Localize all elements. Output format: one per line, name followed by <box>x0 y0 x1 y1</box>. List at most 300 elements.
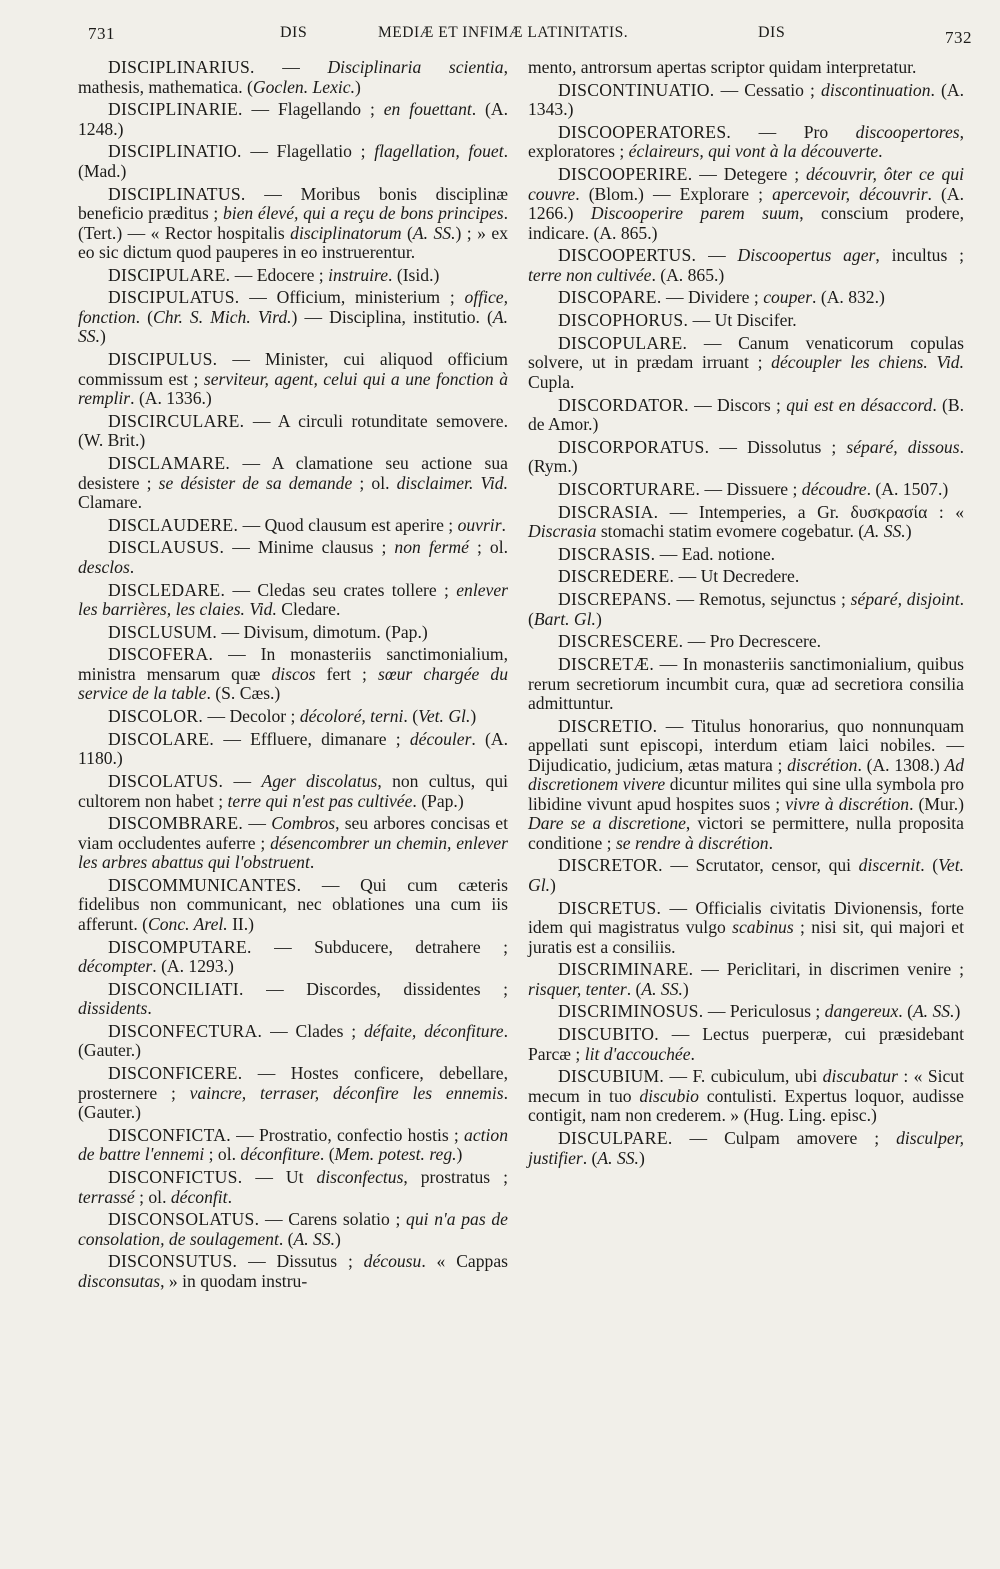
entry-text: . (Mad.) <box>78 141 508 181</box>
entry-italic-text: A. SS. <box>597 1147 639 1168</box>
entry-headword: DISCUBIUM. <box>558 1066 665 1087</box>
entry-italic-text: découler <box>409 728 472 749</box>
entry-text: — Clades ; <box>262 1020 364 1041</box>
dictionary-entry <box>78 1210 508 1249</box>
entry-headword: DISCONTINUATIO. <box>558 79 715 100</box>
entry-headword: DISCOOPERIRE. <box>558 164 693 185</box>
entry-text: . <box>768 832 773 853</box>
entry-headword: DISCOOPERATORES. <box>558 121 732 142</box>
dictionary-entry <box>78 730 508 769</box>
entry-headword: DISCOMPUTARE. <box>108 936 252 957</box>
dictionary-entry <box>528 58 964 78</box>
dictionary-entry <box>78 876 508 935</box>
entry-text: — Ead. notione. <box>655 543 776 564</box>
page-number-right: 732 <box>945 28 972 47</box>
entry-headword: DISCUBITO. <box>558 1024 659 1045</box>
dictionary-entry <box>78 538 508 577</box>
dictionary-entry <box>528 438 964 477</box>
entry-text: . « Cappas <box>421 1251 508 1272</box>
entry-italic-text: discontinuation <box>821 79 931 100</box>
entry-italic-text: discubio <box>639 1085 699 1106</box>
entry-text: . ( <box>528 589 964 629</box>
entry-italic-text: flagellation, fouet <box>374 141 504 162</box>
entry-text: — A clamatione seu actione sua desistere ; <box>78 453 508 493</box>
entry-italic-text: Ager discolatus <box>261 771 378 791</box>
entry-italic-text: découpler les chiens. Vid. <box>771 352 964 373</box>
entry-headword: DISCOMMUNICANTES. <box>108 874 302 895</box>
entry-italic-text: scabinus <box>732 917 794 938</box>
entry-italic-text: disclaimer. Vid. <box>396 472 508 493</box>
entry-text: — Qui cum cæteris fidelibus non communicant, nec oblationes una cum iis afferunt. ( <box>78 874 508 934</box>
dictionary-entry <box>78 1064 508 1123</box>
entry-headword: DISCULPARE. <box>558 1128 673 1148</box>
entry-headword: DISCONSOLATUS. <box>108 1209 260 1230</box>
entry-text: ; ol. <box>352 472 397 493</box>
entry-italic-text: déconfit <box>170 1186 228 1207</box>
dictionary-entry <box>78 980 508 1019</box>
entry-text: — Scrutator, censor, qui <box>662 855 859 876</box>
dictionary-entry <box>528 960 964 999</box>
dictionary-entry <box>528 480 964 500</box>
dictionary-entry <box>78 266 508 286</box>
entry-headword: DISCOFERA. <box>108 644 214 665</box>
entry-italic-text: discubatur <box>822 1066 898 1087</box>
entry-headword: DISCOOPERTUS. <box>558 245 697 266</box>
entry-headword: DISCLEDARE. <box>108 579 226 600</box>
entry-text: , » in quodam instru- <box>160 1270 308 1291</box>
entry-italic-text: dissidents <box>78 998 148 1019</box>
dictionary-entry <box>528 590 964 629</box>
entry-italic-text: office, fonction <box>78 287 508 327</box>
entry-text: . (B. de Amor.) <box>528 394 964 434</box>
entry-text: ) <box>682 978 689 999</box>
entry-italic-text: Vet. Gl. <box>528 855 965 895</box>
entry-headword: DISCLUSUM. <box>108 621 218 642</box>
entry-text: . <box>227 1186 232 1207</box>
entry-headword: DISCORPORATUS. <box>558 436 710 457</box>
entry-headword: DISCIPULUS. <box>108 349 218 370</box>
entry-italic-text: disciplinatorum <box>290 222 402 243</box>
running-headword-left: DIS <box>280 24 308 41</box>
entry-headword: DISCOPULARE. <box>558 332 688 353</box>
entry-italic-text: instruire <box>328 264 389 285</box>
entry-headword: DISCIPULATUS. <box>108 287 240 308</box>
entry-headword: DISCREDERE. <box>558 566 675 587</box>
entry-italic-text: A. SS. <box>293 1228 336 1249</box>
entry-headword: DISCLAMARE. <box>108 453 231 473</box>
entry-italic-text: Disciplinaria scientia <box>327 57 504 77</box>
page-number-left: 731 <box>88 24 115 43</box>
entry-text: — Carens solatio ; <box>259 1209 407 1230</box>
entry-text: — Pro Decrescere. <box>683 631 822 652</box>
entry-headword: DISCONFICERE. <box>108 1063 243 1084</box>
entry-text: — Titulus honorarius, quo nonnunquam appellati sunt episcopi, interdum etiam laici nobiles. — Dijudicatio, judicium, ætas matura ; <box>528 715 964 775</box>
entry-text: . <box>129 556 135 577</box>
dictionary-entry <box>528 899 964 958</box>
entry-italic-text: Vet. Gl. <box>418 706 471 727</box>
entry-text: — Divisum, dimotum. (Pap.) <box>217 621 428 642</box>
entry-headword: DISCORTURARE. <box>558 478 701 499</box>
entry-text: — Periclitari, in discrimen venire ; <box>693 959 964 980</box>
entry-italic-text: discernit <box>858 855 921 876</box>
running-title: MEDIÆ ET INFIMÆ LATINITATIS. <box>378 24 629 41</box>
entry-italic-text: A. SS. <box>864 521 906 542</box>
entry-italic-text: couper <box>763 287 813 308</box>
entry-text: , conscium prodere, indicare. (A. 865.) <box>528 203 965 243</box>
entry-italic-text: A. SS. <box>912 1001 955 1022</box>
entry-text: — Effluere, dimanare ; <box>214 728 410 749</box>
entry-text: — Quod clausum est aperire ; <box>238 514 458 535</box>
dictionary-entry <box>78 1252 508 1291</box>
entry-text: — Officialis civitatis Divionensis, forte idem qui magistratus vulgo <box>528 897 964 938</box>
running-headword-right: DIS <box>758 24 786 41</box>
entry-italic-text: Goclen. Lexic. <box>252 76 356 97</box>
entry-headword: DISCOLARE. <box>108 728 215 749</box>
entry-italic-text: qui est en désaccord <box>786 394 933 415</box>
entry-text: — Pro <box>731 121 856 142</box>
entry-text: . ( <box>319 1144 335 1165</box>
entry-text: . (A. 1507.) <box>866 478 949 499</box>
dictionary-entry <box>78 938 508 977</box>
dictionary-entry <box>528 1067 964 1126</box>
entry-text: . (Rym.) <box>528 436 964 477</box>
entry-headword: DISCOPARE. <box>558 287 662 308</box>
entry-text: — <box>254 57 328 77</box>
entry-italic-text: séparé, dissous <box>846 436 960 457</box>
dictionary-entry <box>78 142 508 181</box>
entry-italic-text: qui n'a pas de consolation, de soulagement <box>78 1209 508 1249</box>
entry-text: , exploratores ; <box>528 121 964 162</box>
entry-text: . (Mur.) <box>909 793 964 814</box>
entry-italic-text: Discrasia <box>528 521 597 542</box>
dictionary-entry <box>528 1025 964 1064</box>
entry-text: stomachi statim evomere cogebatur. ( <box>596 521 865 542</box>
entry-italic-text: se rendre à discrétion <box>615 832 769 853</box>
entry-italic-text: terrassé <box>78 1186 135 1207</box>
entry-text: . ( <box>582 1147 598 1168</box>
dictionary-entry <box>528 632 964 652</box>
dictionary-entry <box>528 545 964 565</box>
entry-italic-text: séparé, disjoint <box>850 589 960 610</box>
entry-text: . (Isid.) <box>388 264 440 285</box>
entry-italic-text: Ad discretionem vivere <box>528 754 964 795</box>
entry-text: — Ut Decredere. <box>674 566 800 587</box>
entry-italic-text: risquer, tenter <box>528 978 627 999</box>
entry-text: Clamare. <box>78 492 142 512</box>
entry-text: . ( <box>278 1228 294 1249</box>
entry-text: , seu arbores concisas et viam occludentes auferre ; <box>78 813 508 853</box>
entry-text: — Ut <box>242 1167 317 1187</box>
entry-text: — Flagellando ; <box>242 99 384 120</box>
entry-text: . (A. 1336.) <box>130 388 212 409</box>
entry-text: . (A. 1180.) <box>78 728 508 769</box>
entry-headword: DISCLAUSUS. <box>108 537 225 558</box>
entry-italic-text: Chr. S. Mich. Vird. <box>153 306 292 327</box>
entry-italic-text: discoopertores <box>855 121 960 142</box>
entry-text: — A circuli rotunditate semovere. (W. Brit.) <box>78 410 508 451</box>
entry-headword: DISCONCILIATI. <box>108 978 244 999</box>
entry-text: — In monasteriis sanctimonialium, ministra mensarum quæ <box>78 644 508 684</box>
entry-text: — Dissutus ; <box>237 1251 364 1272</box>
dictionary-entry <box>528 503 964 542</box>
entry-text: . (A. 1343.) <box>528 79 964 120</box>
entry-text: — Remotus, sejunctus ; <box>671 589 851 610</box>
dictionary-entry <box>78 814 508 873</box>
entry-text: — <box>223 771 262 791</box>
entry-italic-text: serviteur, agent, celui qui a une fonction à remplir <box>78 368 508 409</box>
entry-text: — Discordes, dissidentes ; <box>243 978 508 999</box>
entry-text: — Periculosus ; <box>703 1001 825 1022</box>
dictionary-entry <box>78 1168 508 1207</box>
entry-headword: DISCRASIS. <box>558 543 656 564</box>
dictionary-entry <box>528 123 964 162</box>
entry-text: . (A. 1248.) <box>78 99 508 139</box>
entry-italic-text: décompter <box>78 956 153 977</box>
dictionary-entry <box>78 623 508 643</box>
entry-text: , mathesis, mathematica. ( <box>78 57 508 97</box>
entry-italic-text: décousu <box>363 1251 422 1272</box>
entry-headword: DISCRIMINARE. <box>558 959 694 980</box>
entry-headword: DISCRESCERE. <box>558 631 684 652</box>
dictionary-entry <box>78 772 508 811</box>
entry-headword: DISCOPHORUS. <box>558 310 689 331</box>
entry-text: ) <box>638 1147 645 1168</box>
entry-text: — F. cubiculum, ubi <box>664 1066 823 1087</box>
entry-text: . ( <box>898 1001 913 1022</box>
dictionary-entry <box>78 58 508 97</box>
entry-headword: DISCIPULARE. <box>108 264 231 285</box>
entry-italic-text: sœur chargée du service de la table <box>78 663 508 704</box>
entry-italic-text: Discooperire parem suum <box>590 203 800 224</box>
entry-text: . <box>501 514 506 535</box>
entry-headword: DISCOLATUS. <box>108 771 224 791</box>
entry-text: ) <box>470 706 477 727</box>
entry-text: ) <box>954 1001 961 1022</box>
entry-text: . (Gauter.) <box>78 1020 508 1061</box>
entry-text: — Flagellatio ; <box>241 141 375 162</box>
dictionary-entry <box>528 717 964 854</box>
entry-text: . (S. Cæs.) <box>206 683 281 704</box>
entry-italic-text: discos <box>271 663 316 684</box>
entry-text: — Decolor ; <box>203 706 300 727</box>
dictionary-entry <box>528 81 964 120</box>
dictionary-entry <box>78 412 508 451</box>
entry-text: , prostratus ; <box>403 1167 508 1187</box>
entry-headword: DISCIPLINARIE. <box>108 99 243 120</box>
dictionary-entry <box>528 396 964 435</box>
entry-text: . <box>309 852 315 873</box>
entry-text: Cledare. <box>276 599 341 620</box>
entry-text: ) <box>355 76 361 97</box>
entry-text: ) <box>595 608 602 629</box>
entry-headword: DISCIRCULARE. <box>108 410 245 431</box>
entry-headword: DISCRIMINOSUS. <box>558 1001 704 1022</box>
entry-text: . ( <box>920 855 939 876</box>
running-header <box>88 18 972 58</box>
entry-headword: DISCONFECTURA. <box>108 1020 263 1041</box>
entry-italic-text: action de battre l'ennemi <box>78 1124 508 1165</box>
entry-text: — <box>696 245 738 266</box>
entry-italic-text: en fouettant <box>383 99 472 120</box>
entry-italic-text: Discoopertus ager <box>737 245 876 266</box>
entry-text: . <box>878 141 883 162</box>
entry-text: . <box>147 998 152 1019</box>
entry-italic-text: lit d'accouchée <box>584 1043 691 1064</box>
entry-text: . (A. 865.) <box>651 264 725 285</box>
dictionary-entry <box>528 1129 964 1168</box>
entry-text: . (Blom.) — Explorare ; <box>575 183 773 204</box>
entry-italic-text: disculper, justifier <box>528 1128 964 1168</box>
entry-text: Cupla. <box>528 371 575 392</box>
entry-headword: DISCONSUTUS. <box>108 1251 238 1272</box>
entry-text: ) <box>100 326 106 347</box>
entry-italic-text: découdre <box>801 478 867 499</box>
entry-text: ) <box>456 1144 463 1165</box>
entry-text: . (A. 832.) <box>812 287 885 308</box>
entry-text: — Cessatio ; <box>714 79 822 100</box>
entry-headword: DISCIPLINATIO. <box>108 141 242 162</box>
entry-text: — Minime clausus ; <box>224 537 395 558</box>
entry-text: — Discors ; <box>688 394 787 415</box>
entry-italic-text: apercevoir, découvrir <box>772 183 928 204</box>
entry-text: ) <box>905 521 912 542</box>
dictionary-entry <box>78 1126 508 1165</box>
entry-text: II.) <box>227 913 255 934</box>
entry-headword: DISCONFICTA. <box>108 1124 231 1145</box>
entry-italic-text: disconsutas <box>78 1270 161 1291</box>
entry-text: — Ut Discifer. <box>688 310 797 331</box>
entry-text: — Detegere ; <box>692 164 806 185</box>
entry-headword: DISCIPLINATUS. <box>108 183 246 204</box>
entry-headword: DISCRETOR. <box>558 855 663 876</box>
dictionary-entry <box>78 516 508 536</box>
dictionary-entry <box>78 1022 508 1061</box>
entry-text: — Canum venaticorum copulas solvere, ut in prædam irruant ; <box>528 332 964 373</box>
dictionary-entry <box>528 856 964 895</box>
entry-italic-text: Mem. potest. reg. <box>334 1144 457 1165</box>
entry-italic-text: non fermé <box>394 537 469 558</box>
entry-text: . (Gauter.) <box>78 1082 508 1123</box>
dictionary-entry <box>78 645 508 704</box>
entry-text: — Prostratio, confectio hostis ; <box>230 1124 465 1145</box>
entry-text: : « Sicut mecum in tuo <box>528 1066 964 1106</box>
entry-italic-text: dangereux <box>824 1001 899 1022</box>
dictionary-entry <box>528 1002 964 1022</box>
dictionary-entry <box>528 567 964 587</box>
dictionary-entry <box>528 165 964 243</box>
entry-italic-text: enlever les barrières, les claies. Vid. <box>78 579 508 620</box>
entry-headword: DISCIPLINARIUS. <box>108 57 255 77</box>
entry-text: — Hostes conficere, debellare, prosternere ; <box>78 1063 508 1103</box>
entry-italic-text: Conc. Arel. <box>148 913 228 934</box>
entry-text: mento, antrorsum apertas scriptor quidam interpretatur. <box>528 57 917 77</box>
entry-headword: DISCONFICTUS. <box>108 1167 243 1187</box>
entry-italic-text: desclos <box>78 556 130 577</box>
entry-italic-text: décoloré, terni <box>299 706 404 727</box>
entry-text: , non cultus, qui cultorem non habet ; <box>78 771 508 811</box>
dictionary-entry <box>78 581 508 620</box>
entry-text: ) <box>335 1228 341 1249</box>
entry-italic-text: ouvrir <box>457 514 502 535</box>
entry-text: . ( <box>135 306 154 327</box>
entry-headword: DISCREPANS. <box>558 589 672 610</box>
entry-text: — Culpam amovere ; <box>672 1128 897 1148</box>
dictionary-entry <box>78 454 508 513</box>
entry-text: fert ; <box>315 663 379 684</box>
entry-text: — Dividere ; <box>661 287 764 308</box>
entry-text: contulisti. Expertus loquor, audisse contigit, nam non crederem. » (Hug. Ling. episc.) <box>528 1085 964 1126</box>
dictionary-entry <box>528 246 964 285</box>
entry-text: , incultus ; <box>875 245 965 266</box>
entry-text: . (Pap.) <box>412 790 464 811</box>
entry-headword: DISCLAUDERE. <box>108 514 239 535</box>
entry-italic-text: Dare se a discretione <box>528 813 686 834</box>
entry-text: ; ol. <box>204 1144 241 1165</box>
right-column <box>528 58 964 1171</box>
entry-text: ; ol. <box>468 537 508 558</box>
dictionary-entry <box>78 100 508 139</box>
dictionary-entry <box>78 350 508 409</box>
entry-text: — <box>243 813 272 834</box>
entry-headword: DISCRETUS. <box>558 897 662 918</box>
entry-italic-text: discrétion <box>787 754 858 775</box>
left-column <box>78 58 508 1295</box>
entry-text: — In monasteriis sanctimonialium, quibus rerum secretiorum incumbit cura, quæ ad secretiora consilia admittuntur. <box>528 654 964 713</box>
entry-text: — Subducere, detrahere ; <box>251 936 508 957</box>
entry-text: ) — Disciplina, institutio. ( <box>291 306 493 327</box>
entry-text: — Edocere ; <box>230 264 329 285</box>
entry-text: . <box>690 1043 695 1064</box>
entry-italic-text: bien élevé, qui a reçu de bons principes <box>222 203 504 224</box>
entry-text: — Dissuere ; <box>700 478 802 499</box>
entry-text: ( <box>401 222 413 243</box>
entry-italic-text: défaite, déconfiture <box>364 1020 504 1041</box>
entry-text: . (A. 1308.) <box>857 754 945 775</box>
entry-italic-text: se désister de sa demande <box>158 472 353 493</box>
entry-text: ; ol. <box>134 1186 171 1207</box>
entry-text: . (A. 1266.) <box>528 183 964 224</box>
entry-text: — Cledas seu crates tollere ; <box>225 579 457 600</box>
entry-italic-text: découvrir, ôter ce qui couvre <box>528 164 965 204</box>
entry-italic-text: A. SS. <box>641 978 683 999</box>
entry-italic-text: déconfiture <box>240 1144 320 1165</box>
entry-text: ; nisi sit, qui majori et juratis est a consiliis. <box>528 917 964 957</box>
entry-headword: DISCOLOR. <box>108 706 204 727</box>
entry-text: . (Tert.) — « Rector hospitalis <box>78 203 508 243</box>
entry-text: — Lectus puerperæ, cui præsidebant Parcæ ; <box>528 1024 964 1064</box>
dictionary-entry <box>78 185 508 263</box>
entry-italic-text: A. SS. <box>78 306 509 347</box>
entry-italic-text: désencombrer un chemin, enlever les arbres abattus qui l'obstruent <box>78 832 508 873</box>
entry-text: dicuntur milites qui sine ulla symbola pro libidine vivunt apud hospites suos ; <box>528 774 965 814</box>
entry-italic-text: vivre à discrétion <box>785 793 910 814</box>
dictionary-entry <box>78 707 508 727</box>
entry-text: . ( <box>403 706 419 727</box>
dictionary-entry <box>528 655 964 714</box>
entry-headword: DISCRETÆ. <box>558 654 655 674</box>
entry-headword: DISCOMBRARE. <box>108 813 244 834</box>
entry-text: — Dissolutus ; <box>709 436 847 457</box>
entry-italic-text: disconfectus <box>316 1167 404 1187</box>
entry-text: , victori se permittere, nulla proposita conditione ; <box>528 813 964 853</box>
entry-italic-text: A. SS. <box>412 222 456 243</box>
entry-text: . ( <box>626 978 642 999</box>
entry-headword: DISCRETIO. <box>558 715 658 736</box>
entry-text: — Moribus bonis disciplinæ beneficio præditus ; <box>78 183 508 224</box>
entry-italic-text: éclaireurs, qui vont à la découverte <box>628 141 879 162</box>
dictionary-entry <box>78 288 508 347</box>
entry-italic-text: terre non cultivée <box>528 264 652 285</box>
